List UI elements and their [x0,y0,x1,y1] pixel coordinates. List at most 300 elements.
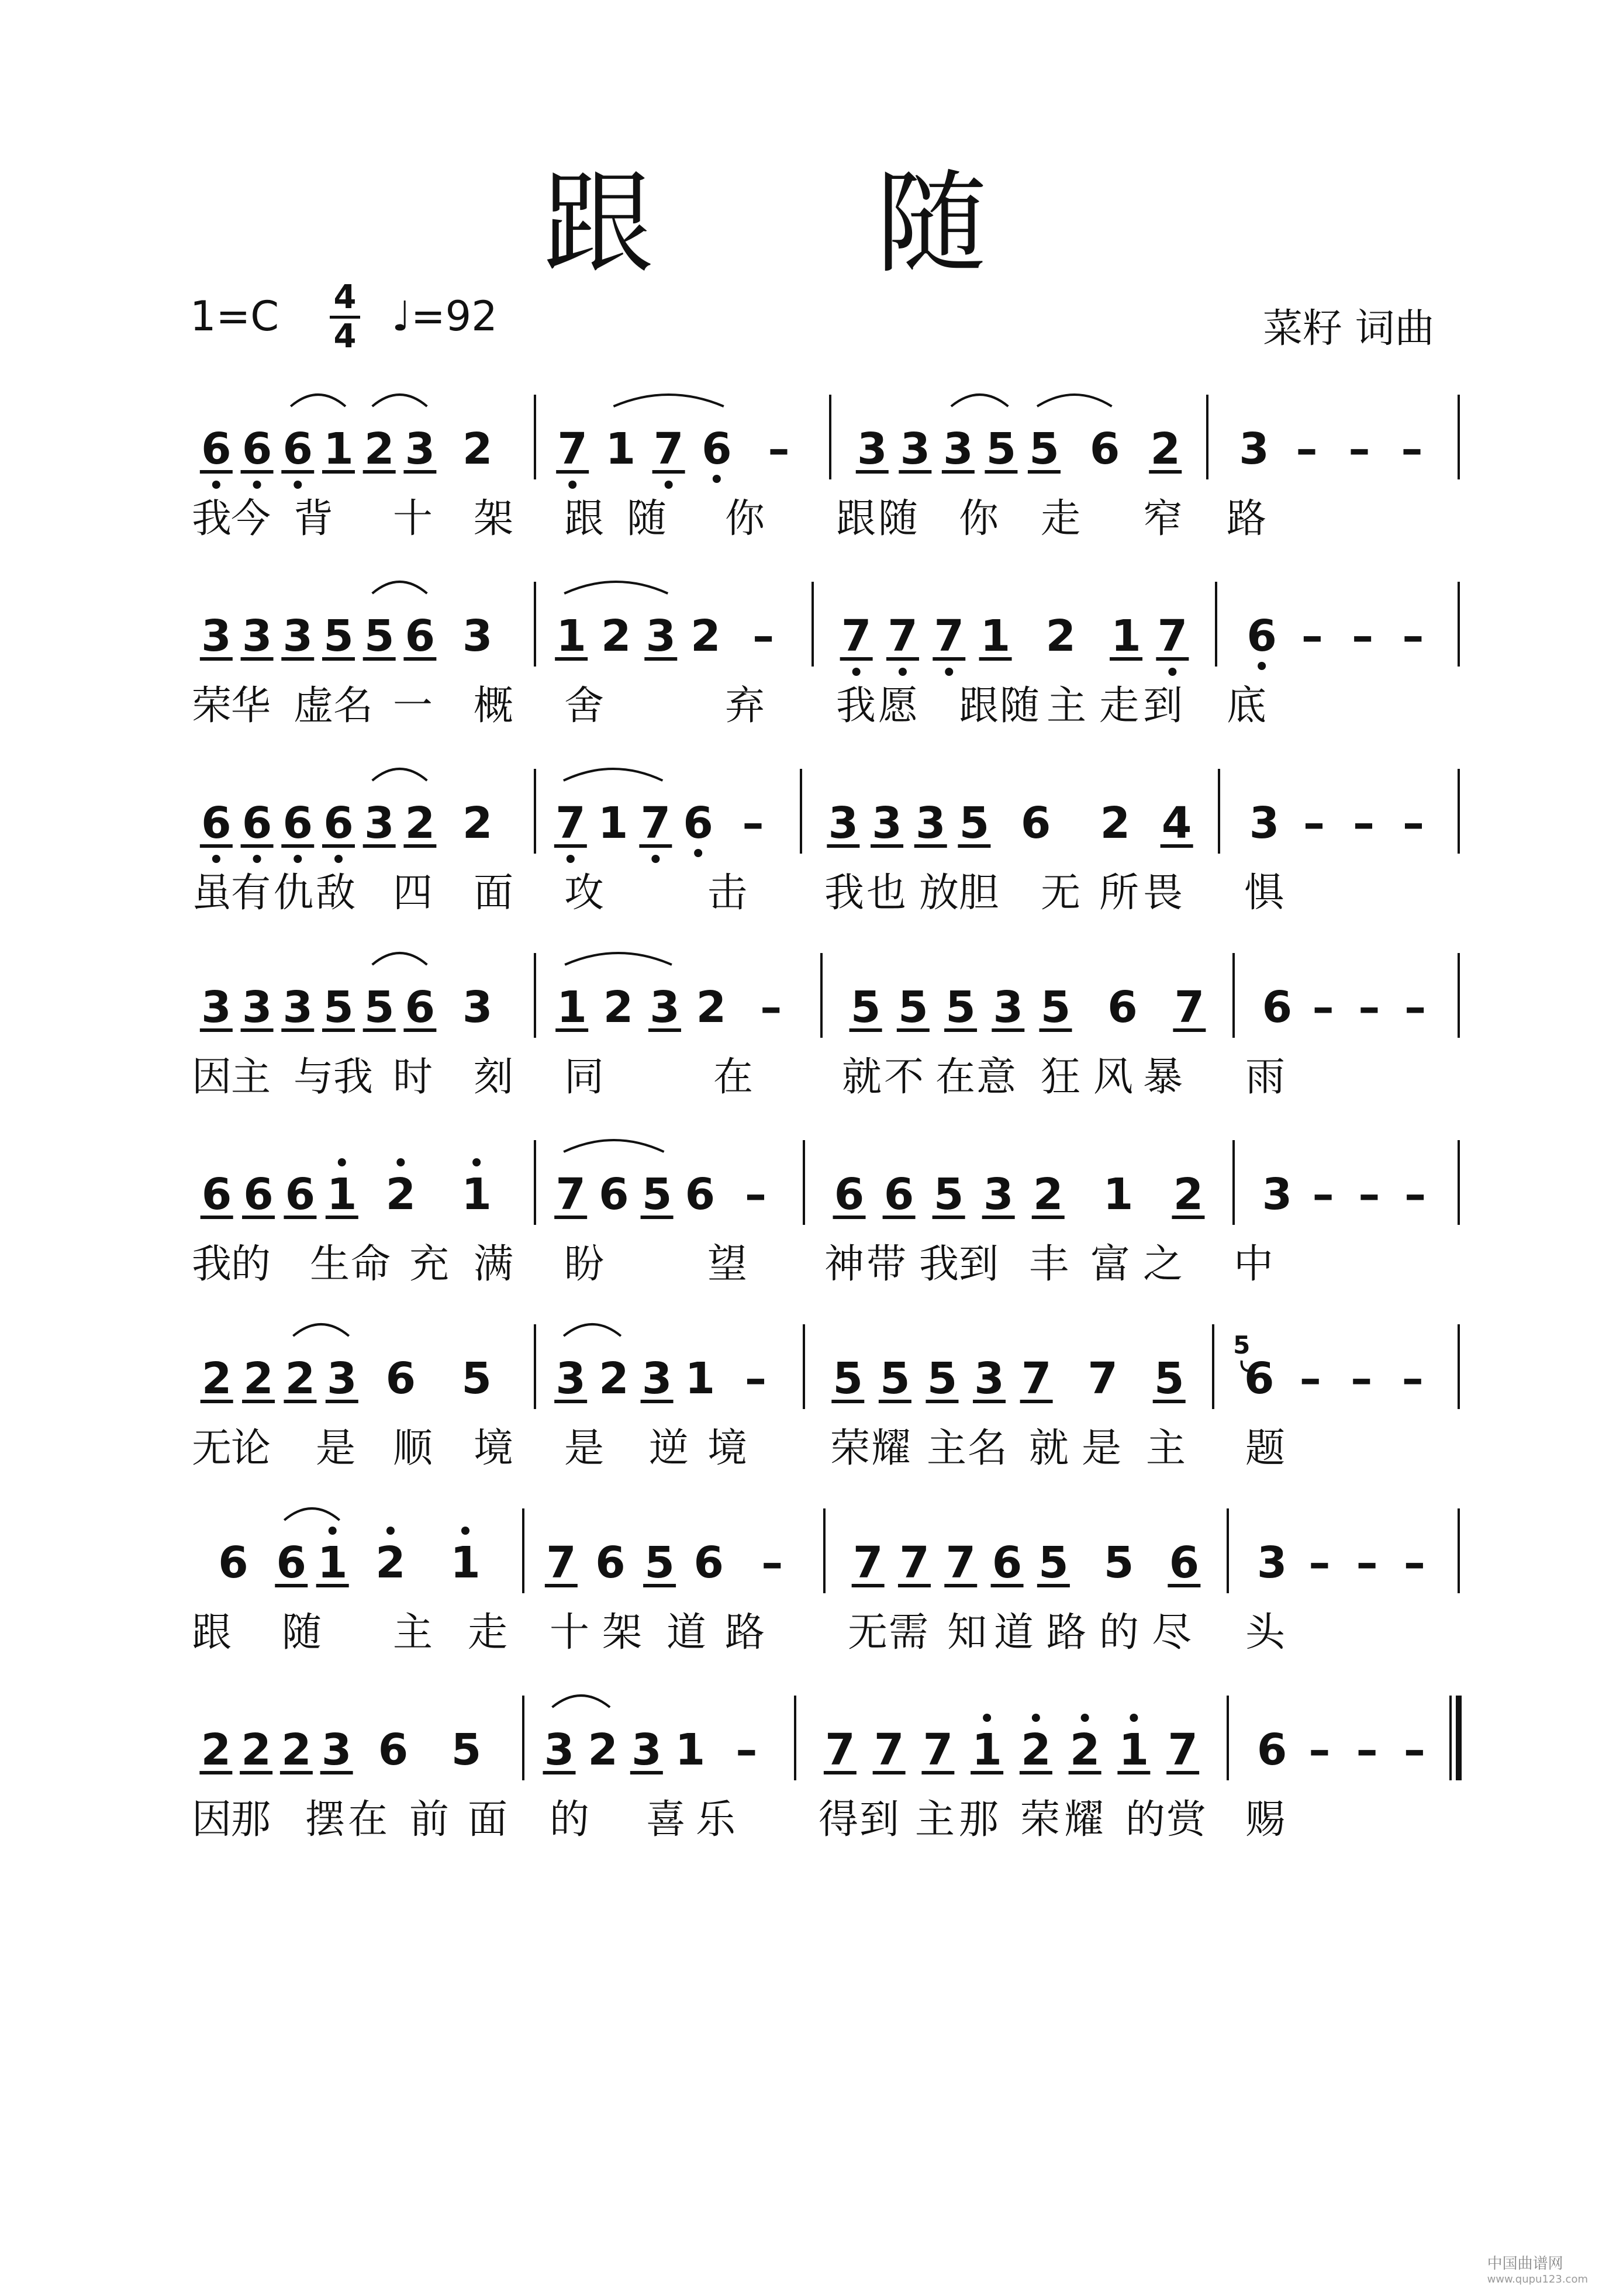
lyric-char: 愿 [878,683,918,729]
lyric-char: 那 [231,1797,271,1843]
lyric-char: 我 [192,496,232,542]
lyric-char: 赏 [1166,1797,1207,1843]
note-digit: 1 [675,1725,706,1775]
lyric-char: 摆 [305,1797,346,1843]
note-digit: 6 [276,1538,307,1588]
note-digit: 2 [385,1169,416,1220]
note-digit: 7 [934,611,965,661]
note-digit: 3 [915,798,946,848]
high-octave-dot [338,1158,346,1166]
note-digit: 6 [1169,1538,1200,1588]
lyric-char: 走 [468,1610,508,1656]
extend-dash: – [1353,798,1375,848]
lyric-char: 望 [707,1241,748,1287]
note-digit: 5 [959,798,990,848]
slur-arc [565,953,672,965]
lyric-char: 路 [1227,496,1267,542]
note-digit: 7 [1087,1354,1118,1404]
note-digit: 1 [972,1725,1002,1775]
lyric-char: 随 [627,496,667,542]
extend-dash: – [1351,1354,1373,1404]
lyric-char: 无 [192,1425,232,1472]
extend-dash: – [1403,1538,1425,1588]
note-digit: 7 [945,1538,976,1588]
extend-dash: – [742,798,764,848]
note-digit: 7 [852,1538,883,1588]
note-digit: 2 [201,1354,232,1404]
note-digit: 2 [462,798,493,848]
watermark-url: www.qupu123.com [1487,2273,1588,2285]
note-digit: 3 [282,611,313,661]
note-digit: 2 [201,1725,232,1775]
lyric-char: 乐 [696,1797,736,1843]
note-digit: 5 [986,424,1017,474]
note-digit: 7 [555,798,586,848]
note-digit: 6 [595,1538,626,1588]
lyric-char: 仇 [274,870,314,916]
lyric-char: 的 [1125,1797,1166,1843]
note-digit: 5 [833,1354,864,1404]
note-digit: 6 [201,798,232,848]
lyric-char: 面 [468,1797,508,1843]
lyric-char: 在 [935,1054,976,1100]
slur-arc [372,582,427,593]
extend-dash: – [1404,982,1427,1033]
lyric-char: 虽 [192,870,232,916]
note-digit: 6 [683,798,713,848]
slur-arc [564,582,668,593]
lyric-char: 主 [231,1054,271,1100]
low-octave-dot [568,481,576,489]
note-digit: 2 [1100,798,1131,848]
extend-dash: – [1358,1169,1380,1220]
low-octave-dot [212,481,220,489]
lyric-char: 名 [333,683,374,729]
lyric-char: 惧 [1244,870,1284,916]
note-digit: 7 [888,611,918,661]
note-digit: 3 [241,611,272,661]
note-digit: 2 [600,611,631,661]
lyric-char: 丰 [1029,1241,1069,1287]
low-octave-dot [1258,662,1266,670]
note-digit: 6 [282,424,313,474]
lyric-char: 因 [192,1797,232,1843]
note-digit: 5 [898,982,928,1033]
lyric-char: 畏 [1143,870,1183,916]
note-digit: 6 [323,798,354,848]
note-digit: 1 [327,1169,357,1220]
note-digit: 5 [1040,982,1071,1033]
note-digit: 3 [1262,1169,1293,1220]
extend-dash: – [735,1725,758,1775]
lyric-char: 我 [333,1054,374,1100]
note-digit: 1 [557,982,587,1033]
note-digit: 2 [1021,1725,1051,1775]
lyric-char: 攻 [564,870,605,916]
extend-dash: – [1303,798,1325,848]
lyric-char: 概 [474,683,514,729]
extend-dash: – [752,611,775,661]
lyric-char: 刻 [474,1054,514,1100]
lyric-char: 跟 [192,1610,232,1656]
lyric-char: 路 [1047,1610,1087,1656]
lyric-char: 富 [1090,1241,1131,1287]
lyric-char: 得 [819,1797,859,1843]
lyric-char: 击 [707,870,748,916]
note-digit: 7 [653,424,684,474]
high-octave-dot [983,1714,991,1722]
lyric-char: 到 [859,1797,900,1843]
note-digit: 3 [201,982,232,1033]
note-digit: 3 [650,982,680,1033]
lyric-char: 窄 [1143,496,1183,542]
lyric-char: 随 [878,496,918,542]
note-digit: 2 [1173,1169,1204,1220]
note-digit: 2 [1045,611,1076,661]
lyric-char: 主 [927,1425,967,1472]
note-digit: 5 [644,1538,675,1588]
low-octave-dot [713,475,721,483]
note-digit: 3 [631,1725,662,1775]
extend-dash: – [1301,611,1323,661]
lyric-char: 逆 [649,1425,689,1472]
lyric-char: 就 [1029,1425,1069,1472]
note-digit: 5 [945,982,976,1033]
lyric-char: 架 [602,1610,643,1656]
note-digit: 2 [1069,1725,1100,1775]
note-digit: 3 [321,1725,352,1775]
note-digit: 2 [599,1354,629,1404]
lyric-char: 弃 [725,683,765,729]
note-digit: 1 [605,424,636,474]
low-octave-dot [293,855,302,863]
low-octave-dot [567,855,575,863]
note-digit: 6 [385,1354,416,1404]
note-digit: 6 [834,1169,865,1220]
note-digit: 1 [1103,1169,1134,1220]
lyric-char: 满 [474,1241,514,1287]
note-digit: 3 [544,1725,575,1775]
note-digit: 7 [1157,611,1188,661]
lyric-char: 道 [667,1610,707,1656]
lyric-char: 赐 [1245,1797,1286,1843]
lyric-char: 华 [231,683,271,729]
high-octave-dot [1130,1714,1138,1722]
note-digit: 7 [640,798,671,848]
low-octave-dot [651,855,659,863]
extend-dash: – [1402,611,1424,661]
extend-dash: – [1308,1538,1331,1588]
lyric-char: 面 [474,870,514,916]
lyric-char: 所 [1099,870,1139,916]
note-digit: 7 [841,611,872,661]
note-digit: 6 [243,1169,274,1220]
lyric-char: 因 [192,1054,232,1100]
lyric-char: 论 [231,1425,271,1472]
lyric-char: 的 [231,1241,271,1287]
lyric-char: 随 [282,1610,322,1656]
note-digit: 6 [218,1538,248,1588]
note-digit: 6 [599,1169,629,1220]
note-digit: 2 [588,1725,618,1775]
page-title: 跟 随 [542,159,1081,288]
note-digit: 5 [1103,1538,1134,1588]
extend-dash: – [1308,1725,1331,1775]
lyric-char: 我 [836,683,876,729]
lyric-char: 是 [1082,1425,1122,1472]
lyric-char: 荣 [192,683,232,729]
note-digit: 3 [282,982,313,1033]
note-digit: 6 [241,424,272,474]
low-octave-dot [899,668,907,676]
lyric-char: 中 [1234,1241,1274,1287]
note-digit: 5 [451,1725,482,1775]
note-digit: 1 [1118,1725,1149,1775]
lyric-char: 荣 [1020,1797,1061,1843]
lyric-char: 胆 [959,870,999,916]
note-digit: 3 [1249,798,1280,848]
note-digit: 3 [1256,1538,1287,1588]
note-digit: 6 [693,1538,724,1588]
note-digit: 1 [450,1538,481,1588]
note-digit: 5 [1154,1354,1185,1404]
lyric-char: 名 [968,1425,1008,1472]
extend-dash: – [1403,798,1424,848]
note-digit: 6 [685,1169,716,1220]
note-digit: 5 [927,1354,958,1404]
low-octave-dot [694,849,702,857]
lyric-char: 在 [348,1797,388,1843]
note-digit: 3 [327,1354,357,1404]
time-signature-top: 4 [333,278,357,316]
note-digit: 3 [364,798,395,848]
lyric-char: 神 [824,1241,865,1287]
note-digit: 3 [900,424,931,474]
slur-arc [372,953,427,965]
note-digit: 7 [923,1725,954,1775]
lyric-char: 跟 [959,683,999,729]
lyric-char: 跟 [564,496,605,542]
lyric-char: 路 [725,1610,765,1656]
note-digit: 2 [281,1725,312,1775]
note-digit: 6 [702,424,732,474]
lyric-char: 耀 [871,1425,911,1472]
note-digit: 4 [1161,798,1192,848]
low-octave-dot [253,855,261,863]
note-digit: 6 [241,798,272,848]
high-octave-dot [1032,1714,1040,1722]
note-digit: 1 [317,1538,348,1588]
lyric-char: 同 [564,1054,605,1100]
extend-dash: – [1403,1725,1425,1775]
lyric-char: 底 [1227,683,1267,729]
lyric-char: 境 [707,1425,748,1472]
lyric-char: 随 [1000,683,1040,729]
extend-dash: – [760,982,782,1033]
note-digit: 3 [405,424,436,474]
note-digit: 7 [899,1538,930,1588]
lyric-char: 走 [1041,496,1081,542]
note-digit: 6 [1244,1354,1275,1404]
lyric-char: 生 [310,1241,350,1287]
note-digit: 5 [641,1169,672,1220]
lyric-char: 狂 [1041,1054,1081,1100]
lyric-char: 盼 [564,1241,605,1287]
extend-dash: – [1358,982,1380,1033]
note-digit: 5 [364,611,395,661]
high-octave-dot [1081,1714,1089,1722]
extend-dash: – [1348,424,1370,474]
lyric-char: 在 [713,1054,754,1100]
note-digit: 3 [241,982,272,1033]
slur-arc [552,1696,610,1707]
note-digit: 3 [555,1354,586,1404]
slur-arc [613,395,723,406]
high-octave-dot [396,1158,405,1166]
lyric-char: 尽 [1152,1610,1192,1656]
note-digit: 3 [983,1169,1014,1220]
note-digit: 7 [546,1538,576,1588]
note-digit: 5 [461,1354,492,1404]
lyric-char: 放 [919,870,959,916]
note-digit: 3 [462,982,493,1033]
note-digit: 6 [405,611,436,661]
lyric-char: 喜 [646,1797,686,1843]
note-digit: 5 [323,982,354,1033]
lyric-char: 雨 [1245,1054,1286,1100]
note-digit: 2 [285,1354,316,1404]
site-watermark [1487,2252,1588,2285]
note-digit: 2 [243,1354,274,1404]
lyric-char: 我 [919,1241,959,1287]
note-digit: 7 [825,1725,855,1775]
lyric-char: 十 [393,496,433,542]
note-digit: 6 [1107,982,1138,1033]
note-digit: 1 [556,611,586,661]
lyric-char: 到 [959,1241,999,1287]
lyric-char: 那 [959,1797,999,1843]
note-digit: 3 [857,424,888,474]
note-digit: 2 [1033,1169,1063,1220]
lyric-char: 十 [550,1610,590,1656]
lyric-char: 主 [1146,1425,1186,1472]
note-digit: 3 [993,982,1024,1033]
tempo-marking: ♩=92 [392,292,498,340]
slur-arc [1037,395,1112,406]
note-digit: 3 [1239,424,1269,474]
note-digit: 5 [1038,1538,1069,1588]
slur-arc [284,1508,339,1520]
note-digit: 2 [405,798,436,848]
lyric-char: 带 [866,1241,907,1287]
time-signature-bottom: 4 [333,317,357,355]
composer-credit: 菜籽 词曲 [1263,306,1435,352]
note-digit: 1 [980,611,1011,661]
lyric-char: 道 [994,1610,1034,1656]
note-digit: 7 [557,424,588,474]
lyric-char: 暴 [1143,1054,1183,1100]
note-digit: 6 [405,982,436,1033]
lyric-char: 时 [393,1054,433,1100]
lyric-char: 你 [959,496,999,542]
lyric-char: 命 [351,1241,391,1287]
note-digit: 1 [1111,611,1141,661]
extend-dash: – [1296,424,1318,474]
note-digit: 6 [1020,798,1051,848]
lyric-char: 你 [725,496,765,542]
note-digit: 1 [323,424,354,474]
slur-arc [372,395,427,406]
low-octave-dot [253,481,261,489]
note-digit: 6 [201,1169,232,1220]
note-digit: 3 [943,424,973,474]
extend-dash: – [1401,424,1423,474]
note-digit: 6 [1089,424,1120,474]
note-digit: 3 [462,611,493,661]
lyric-char: 知 [947,1610,987,1656]
lyric-char: 的 [550,1797,590,1843]
note-digit: 3 [645,611,676,661]
note-digit: 3 [872,798,902,848]
low-octave-dot [852,668,861,676]
lyric-char: 题 [1245,1425,1286,1472]
lyric-char: 主 [393,1610,433,1656]
lyric-char: 主 [1047,683,1087,729]
lyric-char: 不 [884,1054,924,1100]
lyric-char: 也 [866,870,907,916]
lyric-char: 之 [1143,1241,1183,1287]
note-digit: 7 [873,1725,904,1775]
slur-arc [291,395,346,406]
low-octave-dot [665,481,673,489]
lyric-char: 的 [1099,1610,1139,1656]
note-digit: 3 [974,1354,1004,1404]
note-digit: 2 [696,982,727,1033]
note-digit: 1 [461,1169,492,1220]
low-octave-dot [1168,668,1176,676]
lyric-char: 与 [293,1054,334,1100]
note-digit: 3 [201,611,232,661]
extend-dash: – [1312,1169,1334,1220]
lyric-char: 无 [1041,870,1081,916]
note-digit: 2 [241,1725,271,1775]
lyric-char: 意 [976,1054,1017,1100]
slur-arc [564,1324,621,1336]
lyric-char: 无 [848,1610,888,1656]
note-digit: 5 [880,1354,910,1404]
extend-dash: – [744,1169,766,1220]
slur-arc [951,395,1009,406]
note-digit: 1 [685,1354,716,1404]
lyric-char: 到 [1143,683,1183,729]
extend-dash: – [1352,611,1374,661]
extend-dash: – [768,424,790,474]
lyric-char: 是 [316,1425,356,1472]
note-digit: 7 [1174,982,1205,1033]
lyric-char: 风 [1093,1054,1134,1100]
slur-arc [564,1140,664,1152]
note-digit: 2 [364,424,395,474]
note-digit: 5 [364,982,395,1033]
lyric-char: 我 [824,870,865,916]
lyric-char: 四 [393,870,433,916]
lyric-char: 前 [409,1797,450,1843]
note-digit: 6 [992,1538,1023,1588]
high-octave-dot [461,1527,469,1535]
lyric-char: 主 [915,1797,955,1843]
note-digit: 2 [1150,424,1180,474]
low-octave-dot [945,668,953,676]
